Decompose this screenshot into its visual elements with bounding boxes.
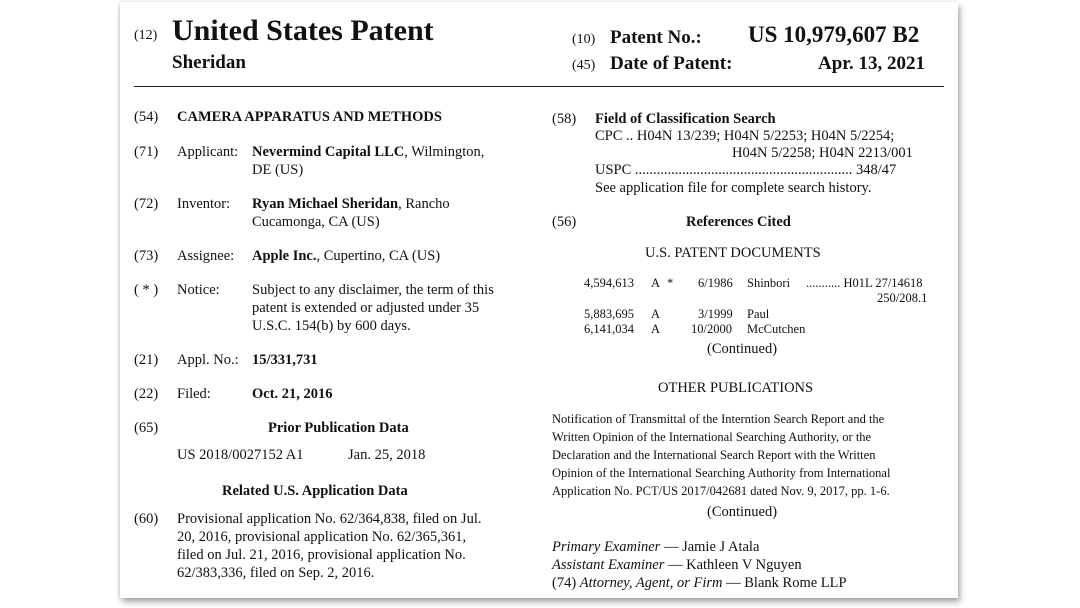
patent-date: Apr. 13, 2021 <box>818 53 925 74</box>
ref-class: ........... H01L 27/14618 <box>806 276 923 290</box>
ref-kind: A <box>651 307 661 321</box>
attorney-name: — Blank Rome LLP <box>722 575 847 591</box>
ref-number: 4,594,613 <box>584 276 634 290</box>
other-pub-line4: Opinion of the International Searching Authority from International <box>552 466 891 480</box>
assignee-label: Assignee: <box>177 248 235 264</box>
ref-kind: A <box>651 276 661 290</box>
search-history-note: See application file for complete search history. <box>595 180 872 196</box>
appl-no-label: Appl. No.: <box>177 352 239 368</box>
ref-class-secondary: 250/208.1 <box>877 291 928 305</box>
ref-name: McCutchen <box>747 322 806 336</box>
us-docs-heading: U.S. PATENT DOCUMENTS <box>645 245 821 261</box>
prior-publication-heading: Prior Publication Data <box>268 420 409 436</box>
inventor-location: , Rancho <box>398 196 450 212</box>
applicant-name: Nevermind Capital LLC <box>252 144 405 160</box>
inventor-name: Ryan Michael Sheridan <box>252 196 399 212</box>
assistant-examiner-name: — Kathleen V Nguyen <box>664 557 802 573</box>
notice-line1: Subject to any disclaimer, the term of this <box>252 282 494 298</box>
date-label: Date of Patent: <box>610 53 733 74</box>
code-21: (21) <box>134 352 159 368</box>
ref-name: Paul <box>747 307 770 321</box>
notice-label: Notice: <box>177 282 220 298</box>
code-71: (71) <box>134 144 159 160</box>
code-56: (56) <box>552 214 577 230</box>
assignee-name: Apple Inc. <box>252 248 317 264</box>
applicant-line1 <box>252 144 484 161</box>
patent-number: US 10,979,607 B2 <box>748 22 920 47</box>
ref-number: 5,883,695 <box>584 307 634 321</box>
primary-examiner-name: — Jamie J Atala <box>660 539 760 555</box>
code-22: (22) <box>134 386 159 402</box>
attorney-line <box>552 575 847 592</box>
assistant-examiner-line <box>552 557 802 574</box>
inventor-line1 <box>252 196 450 213</box>
notice-line3: U.S.C. 154(b) by 600 days. <box>252 318 411 334</box>
notice-code: ( * ) <box>134 282 159 298</box>
appl-no-value: 15/331,731 <box>252 352 318 368</box>
code-54: (54) <box>134 109 159 125</box>
provisional-line2: 20, 2016, provisional application No. 62/365,361, <box>177 529 467 545</box>
ref-date: 3/1999 <box>698 307 733 321</box>
prior-publication-number: US 2018/0027152 A1 <box>177 447 304 463</box>
code-12: (12) <box>134 28 158 43</box>
references-continued: (Continued) <box>707 341 778 357</box>
primary-examiner-line <box>552 539 759 556</box>
ref-star: * <box>667 276 674 290</box>
ref-number: 6,141,034 <box>584 322 634 336</box>
patent-no-label: Patent No.: <box>610 27 702 48</box>
code-74: (74) <box>552 575 577 591</box>
ref-date: 6/1986 <box>698 276 733 290</box>
code-65: (65) <box>134 420 159 436</box>
code-58: (58) <box>552 111 577 127</box>
code-45: (45) <box>572 58 596 73</box>
code-60: (60) <box>134 511 159 527</box>
ref-date: 10/2000 <box>691 322 732 336</box>
assignee-line <box>252 248 440 265</box>
other-pub-line1: Notification of Transmittal of the Interntion Search Report and the <box>552 412 885 426</box>
related-application-heading: Related U.S. Application Data <box>222 483 408 499</box>
inventor-label: Inventor: <box>177 196 231 212</box>
provisional-line4: 62/383,336, filed on Sep. 2, 2016. <box>177 565 375 581</box>
code-72: (72) <box>134 196 159 212</box>
inventor-surname: Sheridan <box>172 52 246 73</box>
publications-continued: (Continued) <box>707 504 778 520</box>
header-rule <box>134 86 944 87</box>
invention-title: CAMERA APPARATUS AND METHODS <box>177 109 442 125</box>
provisional-line3: filed on Jul. 21, 2016, provisional application No. <box>177 547 466 563</box>
filed-value: Oct. 21, 2016 <box>252 386 333 402</box>
uspc-line: USPC ............................................................ 348/47 <box>595 162 897 178</box>
cpc-line2: H04N 5/2258; H04N 2213/001 <box>732 145 913 161</box>
attorney-label: Attorney, Agent, or Firm <box>579 575 723 591</box>
patent-page <box>120 2 958 598</box>
assignee-location: , Cupertino, CA (US) <box>316 248 441 264</box>
filed-label: Filed: <box>177 386 211 402</box>
applicant-location: , Wilmington, <box>404 144 485 160</box>
primary-examiner-label: Primary Examiner <box>552 539 661 555</box>
ref-name: Shinbori <box>747 276 791 290</box>
other-pub-line3: Declaration and the International Search Report with the Written <box>552 448 876 462</box>
other-pub-line5: Application No. PCT/US 2017/042681 dated Nov. 9, 2017, pp. 1-6. <box>552 484 890 498</box>
code-73: (73) <box>134 248 159 264</box>
other-publications-heading: OTHER PUBLICATIONS <box>658 380 814 396</box>
classification-heading: Field of Classification Search <box>595 111 776 127</box>
assistant-examiner-label: Assistant Examiner <box>552 557 665 573</box>
references-heading: References Cited <box>686 214 791 230</box>
ref-kind: A <box>651 322 661 336</box>
cpc-line1: CPC .. H04N 13/239; H04N 5/2253; H04N 5/2254; <box>595 128 895 144</box>
applicant-line2: DE (US) <box>252 162 304 178</box>
provisional-line1: Provisional application No. 62/364,838, filed on Jul. <box>177 511 482 527</box>
applicant-label: Applicant: <box>177 144 239 160</box>
inventor-line2: Cucamonga, CA (US) <box>252 214 380 230</box>
other-pub-line2: Written Opinion of the International Searching Authority, or the <box>552 430 872 444</box>
patent-title: United States Patent <box>172 14 434 47</box>
prior-publication-date: Jan. 25, 2018 <box>348 447 426 463</box>
code-10: (10) <box>572 32 596 47</box>
notice-line2: patent is extended or adjusted under 35 <box>252 300 480 316</box>
